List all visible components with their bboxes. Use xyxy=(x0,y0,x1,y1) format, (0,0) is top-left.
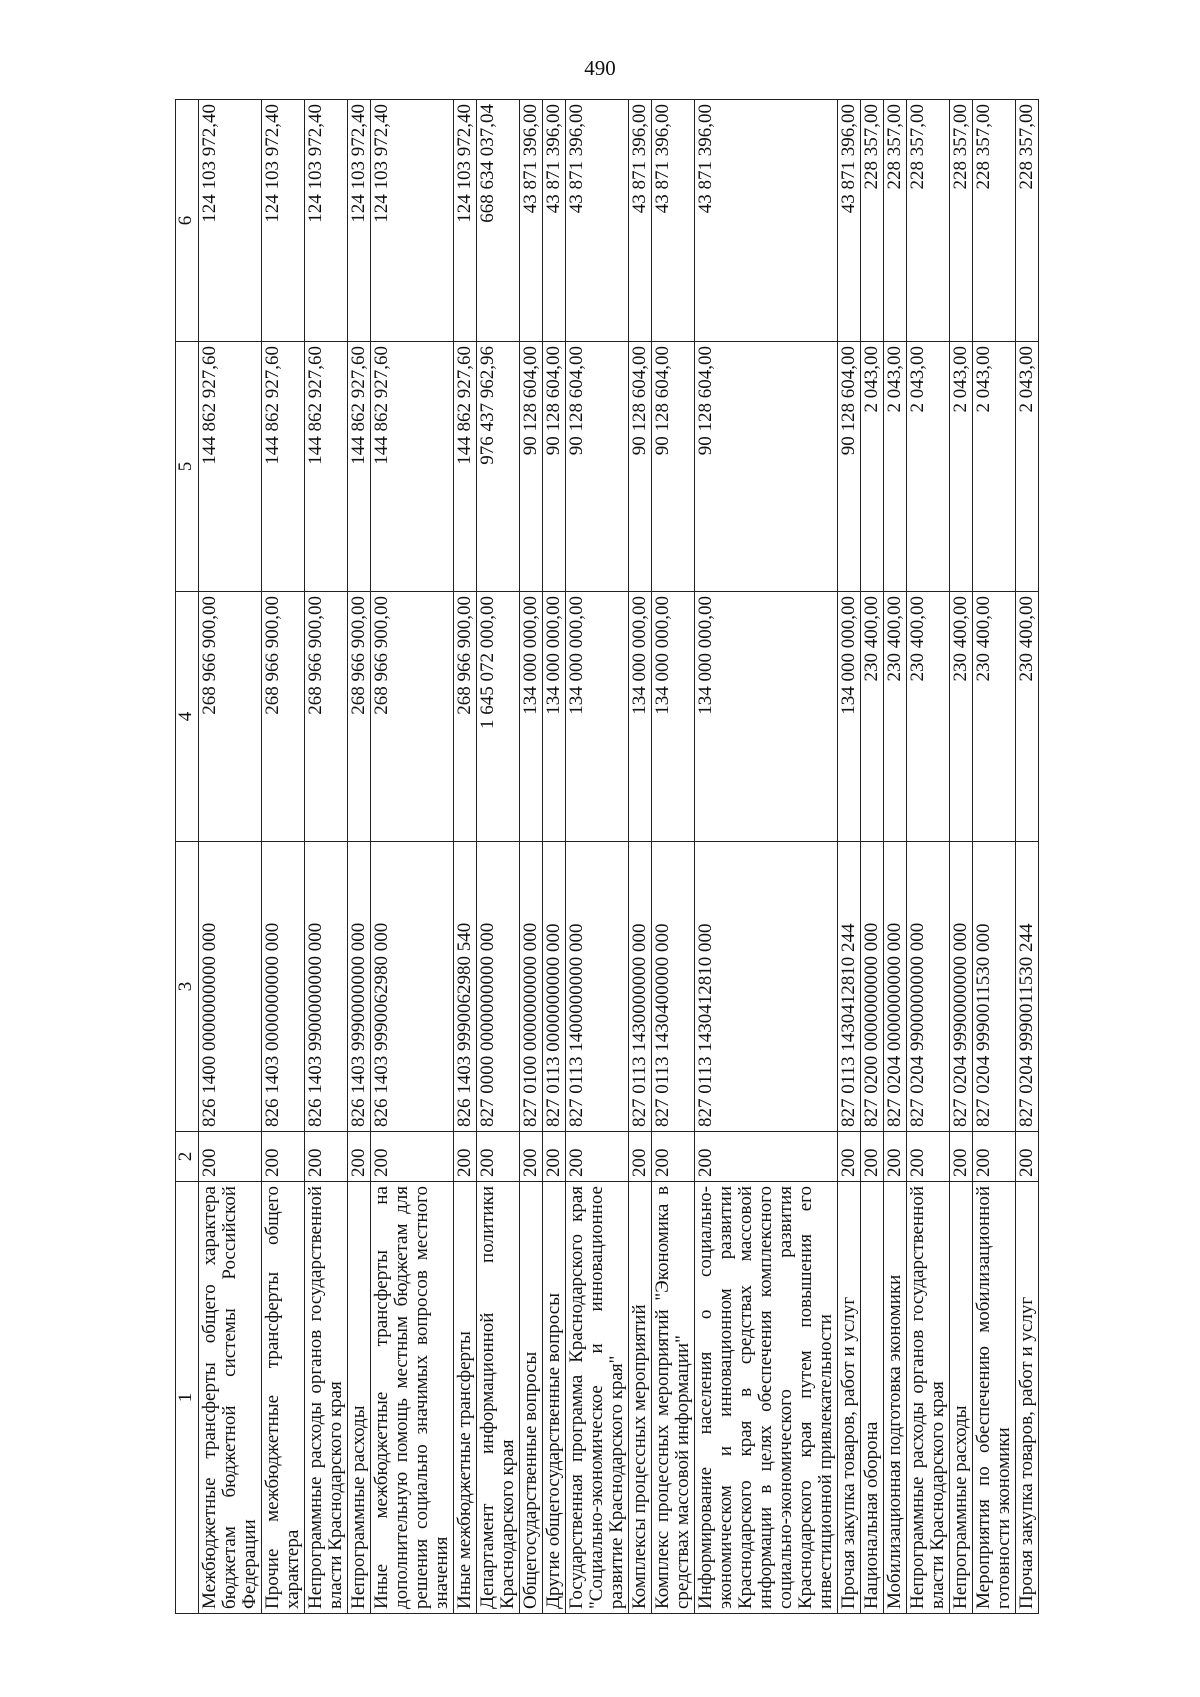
row-amount-4-cell: 230 400,00 xyxy=(950,592,973,842)
row-code-3-cell: 827 0113 1430000000 000 xyxy=(629,842,652,1132)
row-amount-5-cell: 2 043,00 xyxy=(884,342,907,592)
row-code-2-cell: 200 xyxy=(477,1132,520,1182)
row-name-cell: Прочая закупка товаров, работ и услуг xyxy=(1016,1182,1039,1614)
row-amount-4-cell: 134 000 000,00 xyxy=(543,592,566,842)
row-amount-5-cell: 90 128 604,00 xyxy=(520,342,543,592)
row-name-cell: Прочие межбюджетные трансферты общего характера xyxy=(262,1182,305,1614)
row-amount-5-cell: 90 128 604,00 xyxy=(838,342,861,592)
table-row xyxy=(950,100,973,1614)
row-amount-4-cell: 230 400,00 xyxy=(907,592,950,842)
row-amount-5-cell: 144 862 927,60 xyxy=(371,342,454,592)
row-amount-4-cell: 134 000 000,00 xyxy=(520,592,543,842)
row-amount-5-cell: 2 043,00 xyxy=(907,342,950,592)
row-code-2-cell: 200 xyxy=(262,1132,305,1182)
row-amount-4-cell: 268 966 900,00 xyxy=(305,592,348,842)
row-amount-5-cell: 90 128 604,00 xyxy=(695,342,838,592)
row-code-3-cell: 827 0204 9990000000 000 xyxy=(950,842,973,1132)
row-code-3-cell: 827 0200 0000000000 000 xyxy=(861,842,884,1132)
row-amount-6-cell: 43 871 396,00 xyxy=(520,100,543,342)
row-amount-4-cell: 1 645 072 000,00 xyxy=(477,592,520,842)
row-code-2-cell: 200 xyxy=(520,1132,543,1182)
row-name-cell: Непрограммные расходы xyxy=(950,1182,973,1614)
table-row xyxy=(838,100,861,1614)
row-code-3-cell: 826 1400 0000000000 000 xyxy=(199,842,262,1132)
row-name-cell: Иные межбюджетные трансферты xyxy=(454,1182,477,1614)
row-code-3-cell: 826 1403 9990062980 000 xyxy=(371,842,454,1132)
row-amount-6-cell: 228 357,00 xyxy=(907,100,950,342)
row-name-cell: Государственная программа Краснодарского края "Социально-экономическое и инновационное развитие Краснодарского края" xyxy=(566,1182,629,1614)
row-name-cell: Комплексы процессных мероприятий xyxy=(629,1182,652,1614)
row-code-3-cell: 827 0204 9900000000 000 xyxy=(907,842,950,1132)
row-code-3-cell: 827 0204 9990011530 000 xyxy=(973,842,1016,1132)
table-row xyxy=(199,100,262,1614)
row-amount-4-cell: 230 400,00 xyxy=(973,592,1016,842)
row-name-cell: Прочая закупка товаров, работ и услуг xyxy=(838,1182,861,1614)
row-name-cell: Непрограммные расходы органов государственной власти Краснодарского края xyxy=(907,1182,950,1614)
row-name-cell: Национальная оборона xyxy=(861,1182,884,1614)
row-amount-5-cell: 90 128 604,00 xyxy=(629,342,652,592)
row-code-2-cell: 200 xyxy=(348,1132,371,1182)
row-name-cell: Мобилизационная подготовка экономики xyxy=(884,1182,907,1614)
table-row xyxy=(652,100,695,1614)
column-header-1: 1 xyxy=(176,1182,199,1614)
row-code-2-cell: 200 xyxy=(629,1132,652,1182)
row-amount-4-cell: 268 966 900,00 xyxy=(371,592,454,842)
row-amount-6-cell: 124 103 972,40 xyxy=(305,100,348,342)
row-code-2-cell: 200 xyxy=(907,1132,950,1182)
row-code-3-cell: 827 0100 0000000000 000 xyxy=(520,842,543,1132)
row-amount-4-cell: 134 000 000,00 xyxy=(838,592,861,842)
row-code-2-cell: 200 xyxy=(371,1132,454,1182)
row-code-3-cell: 826 1403 9990000000 000 xyxy=(348,842,371,1132)
row-code-3-cell: 826 1403 9900000000 000 xyxy=(305,842,348,1132)
row-amount-4-cell: 230 400,00 xyxy=(861,592,884,842)
row-amount-4-cell: 230 400,00 xyxy=(1016,592,1039,842)
row-code-3-cell: 827 0204 9990011530 244 xyxy=(1016,842,1039,1132)
row-amount-4-cell: 230 400,00 xyxy=(884,592,907,842)
row-amount-5-cell: 144 862 927,60 xyxy=(305,342,348,592)
table-row xyxy=(348,100,371,1614)
row-amount-6-cell: 43 871 396,00 xyxy=(543,100,566,342)
row-amount-5-cell: 144 862 927,60 xyxy=(454,342,477,592)
row-name-cell: Межбюджетные трансферты общего характера бюджетам бюджетной системы Российской Федерации xyxy=(199,1182,262,1614)
row-amount-6-cell: 124 103 972,40 xyxy=(371,100,454,342)
row-code-2-cell: 200 xyxy=(543,1132,566,1182)
table-row xyxy=(477,100,520,1614)
row-name-cell: Непрограммные расходы xyxy=(348,1182,371,1614)
row-amount-4-cell: 268 966 900,00 xyxy=(199,592,262,842)
row-code-3-cell: 827 0113 1430412810 000 xyxy=(695,842,838,1132)
row-code-2-cell: 200 xyxy=(652,1132,695,1182)
row-amount-6-cell: 43 871 396,00 xyxy=(566,100,629,342)
header-row xyxy=(176,100,199,1614)
column-header-6: 6 xyxy=(176,100,199,342)
row-code-2-cell: 200 xyxy=(305,1132,348,1182)
row-code-2-cell: 200 xyxy=(838,1132,861,1182)
row-amount-6-cell: 228 357,00 xyxy=(861,100,884,342)
row-name-cell: Иные межбюджетные трансферты на дополнительную помощь местным бюджетам для решения социально значимых вопросов местного значения xyxy=(371,1182,454,1614)
row-amount-5-cell: 2 043,00 xyxy=(861,342,884,592)
table-row xyxy=(454,100,477,1614)
row-amount-6-cell: 43 871 396,00 xyxy=(838,100,861,342)
row-code-3-cell: 827 0113 0000000000 000 xyxy=(543,842,566,1132)
row-amount-5-cell: 2 043,00 xyxy=(950,342,973,592)
row-code-3-cell: 827 0113 1430400000 000 xyxy=(652,842,695,1132)
row-code-3-cell: 827 0204 0000000000 000 xyxy=(884,842,907,1132)
row-amount-6-cell: 124 103 972,40 xyxy=(262,100,305,342)
row-code-2-cell: 200 xyxy=(454,1132,477,1182)
row-amount-6-cell: 228 357,00 xyxy=(950,100,973,342)
row-amount-4-cell: 134 000 000,00 xyxy=(629,592,652,842)
table-row xyxy=(1016,100,1039,1614)
column-header-4: 4 xyxy=(176,592,199,842)
column-header-5: 5 xyxy=(176,342,199,592)
table-row xyxy=(695,100,838,1614)
table-row xyxy=(884,100,907,1614)
row-amount-6-cell: 228 357,00 xyxy=(884,100,907,342)
row-code-2-cell: 200 xyxy=(861,1132,884,1182)
row-amount-4-cell: 134 000 000,00 xyxy=(652,592,695,842)
row-amount-5-cell: 2 043,00 xyxy=(1016,342,1039,592)
row-code-2-cell: 200 xyxy=(1016,1132,1039,1182)
table-row xyxy=(973,100,1016,1614)
table-row xyxy=(629,100,652,1614)
row-amount-6-cell: 124 103 972,40 xyxy=(454,100,477,342)
row-name-cell: Департамент информационной политики Краснодарского края xyxy=(477,1182,520,1614)
row-amount-5-cell: 976 437 962,96 xyxy=(477,342,520,592)
row-amount-6-cell: 43 871 396,00 xyxy=(695,100,838,342)
row-name-cell: Комплекс процессных мероприятий "Экономика в средствах массовой информации" xyxy=(652,1182,695,1614)
row-amount-6-cell: 43 871 396,00 xyxy=(652,100,695,342)
row-code-3-cell: 827 0113 1400000000 000 xyxy=(566,842,629,1132)
rotated-table-container xyxy=(175,100,1135,1614)
row-amount-6-cell: 124 103 972,40 xyxy=(199,100,262,342)
row-code-2-cell: 200 xyxy=(950,1132,973,1182)
row-code-2-cell: 200 xyxy=(199,1132,262,1182)
column-header-2: 2 xyxy=(176,1132,199,1182)
row-code-2-cell: 200 xyxy=(566,1132,629,1182)
row-amount-5-cell: 90 128 604,00 xyxy=(566,342,629,592)
table-row xyxy=(520,100,543,1614)
row-amount-6-cell: 228 357,00 xyxy=(1016,100,1039,342)
row-amount-5-cell: 144 862 927,60 xyxy=(348,342,371,592)
table-row xyxy=(861,100,884,1614)
row-name-cell: Непрограммные расходы органов государственной власти Краснодарского края xyxy=(305,1182,348,1614)
table-row xyxy=(566,100,629,1614)
row-amount-5-cell: 144 862 927,60 xyxy=(262,342,305,592)
row-amount-5-cell: 90 128 604,00 xyxy=(543,342,566,592)
row-code-3-cell: 827 0000 0000000000 000 xyxy=(477,842,520,1132)
row-amount-4-cell: 268 966 900,00 xyxy=(262,592,305,842)
row-code-2-cell: 200 xyxy=(884,1132,907,1182)
row-amount-4-cell: 134 000 000,00 xyxy=(695,592,838,842)
row-amount-4-cell: 268 966 900,00 xyxy=(454,592,477,842)
row-amount-6-cell: 228 357,00 xyxy=(973,100,1016,342)
row-amount-6-cell: 43 871 396,00 xyxy=(629,100,652,342)
row-name-cell: Другие общегосударственные вопросы xyxy=(543,1182,566,1614)
row-name-cell: Информирование населения о социально-экономическом и инновационном развитии Краснодарского края в средствах массовой информации в целях обеспечения комплексного социально-экономического развития Краснодарского края путем повышения его инвестиционной привлекательности xyxy=(695,1182,838,1614)
table-row xyxy=(262,100,305,1614)
table-row xyxy=(543,100,566,1614)
row-code-3-cell: 826 1403 9990062980 540 xyxy=(454,842,477,1132)
row-amount-4-cell: 134 000 000,00 xyxy=(566,592,629,842)
row-amount-6-cell: 124 103 972,40 xyxy=(348,100,371,342)
row-code-2-cell: 200 xyxy=(973,1132,1016,1182)
table-row xyxy=(907,100,950,1614)
column-header-3: 3 xyxy=(176,842,199,1132)
row-amount-6-cell: 668 634 037,04 xyxy=(477,100,520,342)
row-code-2-cell: 200 xyxy=(695,1132,838,1182)
row-code-3-cell: 826 1403 0000000000 000 xyxy=(262,842,305,1132)
table-row xyxy=(305,100,348,1614)
table-row xyxy=(371,100,454,1614)
row-amount-4-cell: 268 966 900,00 xyxy=(348,592,371,842)
budget-table xyxy=(175,99,1039,1614)
row-name-cell: Общегосударственные вопросы xyxy=(520,1182,543,1614)
row-amount-5-cell: 2 043,00 xyxy=(973,342,1016,592)
row-amount-5-cell: 90 128 604,00 xyxy=(652,342,695,592)
row-code-3-cell: 827 0113 1430412810 244 xyxy=(838,842,861,1132)
page-number: 490 xyxy=(584,56,616,80)
row-name-cell: Мероприятия по обеспечению мобилизационной готовности экономики xyxy=(973,1182,1016,1614)
row-amount-5-cell: 144 862 927,60 xyxy=(199,342,262,592)
